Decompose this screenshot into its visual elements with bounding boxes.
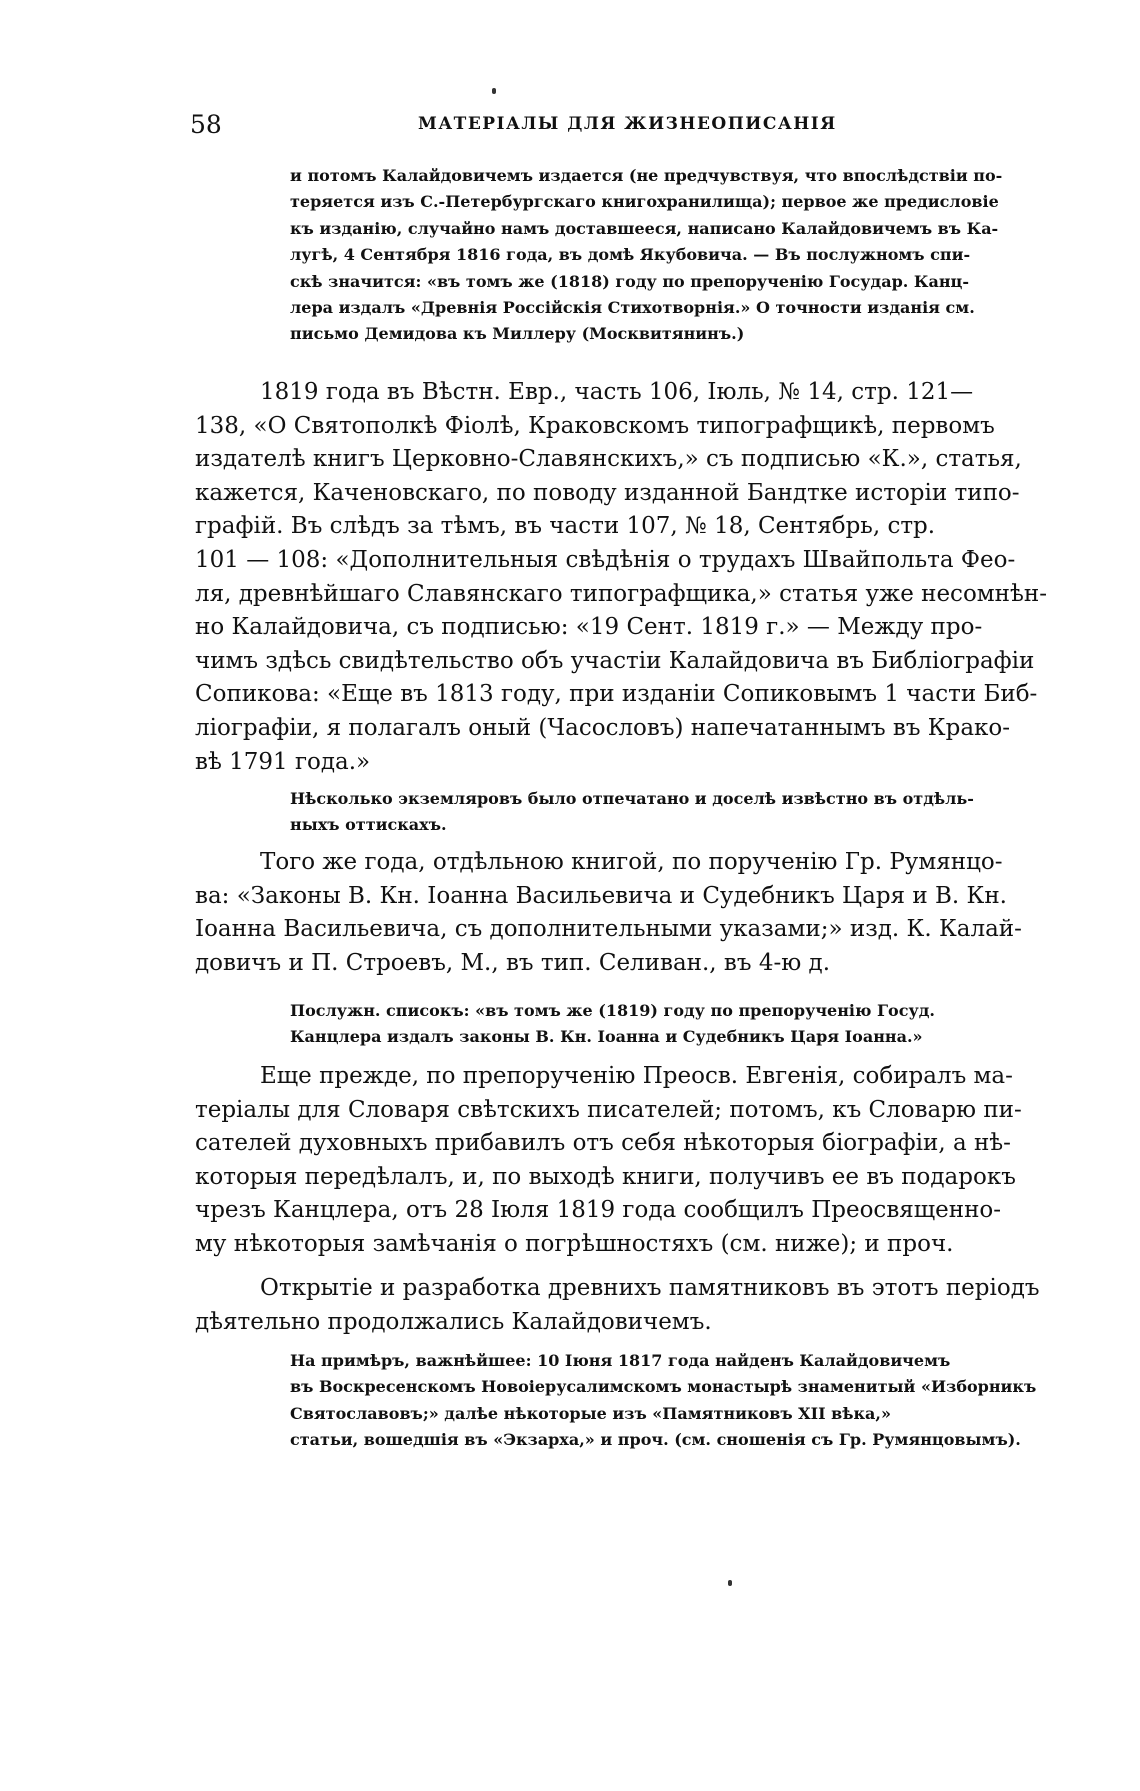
- note-paragraph: [195, 1348, 1051, 1454]
- text-line: къ изданію, случайно намъ доставшееся, написано Калайдовичемъ въ Ка-: [290, 218, 999, 238]
- text-line: графій. Въ слѣдъ за тѣмъ, въ части 107, № 18, Сентябрь, стр.: [195, 513, 936, 540]
- text-line: ля, древнѣйшаго Славянскаго типографщика,» статья уже несомнѣн-: [195, 580, 1047, 607]
- text-line: теріалы для Словаря свѣтскихъ писателей; потомъ, къ Словарю пи-: [195, 1096, 1022, 1123]
- text-line: статьи, вошедшія въ «Экзарха,» и проч. (см. сношенія съ Гр. Румянцовымъ).: [290, 1430, 1021, 1450]
- note-paragraph: [195, 786, 1051, 839]
- text-line: чрезъ Канцлера, отъ 28 Іюля 1819 года сообщилъ Преосвященно-: [195, 1197, 1002, 1224]
- text-line: Сопикова: «Еще въ 1813 году, при изданіи Сопиковымъ 1 части Биб-: [195, 681, 1038, 708]
- text-line: 101 — 108: «Дополнительныя свѣдѣнія о трудахъ Швайпольта Фео-: [195, 546, 1016, 573]
- text-line: кажется, Каченовскаго, по поводу изданной Бандтке исторіи типо-: [195, 479, 1020, 506]
- main-paragraph: [195, 1272, 1051, 1339]
- text-line: На примѣръ, важнѣйшее: 10 Іюня 1817 года найденъ Калайдовичемъ: [290, 1351, 951, 1370]
- text-line: чимъ здѣсь свидѣтельство объ участіи Калайдовича въ Библіографіи: [195, 647, 1035, 674]
- ink-speck: [492, 88, 496, 94]
- text-line: которыя передѣлалъ, и, по выходѣ книги, получивъ ее въ подарокъ: [195, 1163, 1016, 1190]
- text-line: довичъ и П. Строевъ, М., въ тип. Селиван., въ 4-ю д.: [195, 949, 831, 976]
- text-line: лугѣ, 4 Сентября 1816 года, въ домѣ Якубовича. — Въ послужномъ спи-: [290, 245, 971, 265]
- text-line: лера издалъ «Древнія Россійскія Стихотворнія.» О точности изданія см.: [290, 298, 975, 318]
- text-line: ва: «Законы В. Кн. Іоанна Васильевича и Судебникъ Царя и В. Кн.: [195, 882, 1007, 909]
- text-line: Послужн. списокъ: «въ томъ же (1819) году по препорученію Госуд.: [290, 1001, 935, 1020]
- text-line: ліографіи, я полагалъ оный (Часословъ) напечатаннымъ въ Крако-: [195, 714, 1011, 741]
- text-line: 1819 года въ Вѣстн. Евр., часть 106, Іюль, № 14, стр. 121—: [260, 379, 974, 405]
- text-line: му нѣкоторыя замѣчанія о погрѣшностяхъ (см. ниже); и проч.: [195, 1230, 954, 1257]
- text-line: въ Воскресенскомъ Новоіерусалимскомъ монастырѣ знаменитый «Изборникъ: [290, 1377, 1037, 1397]
- text-line: теряется изъ С.-Петербургскаго книгохранилища); первое же предисловіе: [290, 192, 999, 212]
- text-line: Нѣсколько экземляровъ было отпечатано и доселѣ извѣстно въ отдѣль-: [290, 789, 974, 808]
- text-line: вѣ 1791 года.»: [195, 748, 371, 775]
- page-number: 58: [190, 110, 222, 139]
- text-line: 138, «О Святополкѣ Фіолѣ, Краковскомъ типографщикѣ, первомъ: [195, 412, 995, 439]
- note-paragraph: [195, 163, 1051, 348]
- running-head: [190, 110, 1050, 150]
- text-line: Святославовъ;» далѣе нѣкоторые изъ «Памятниковъ XII вѣка,»: [290, 1403, 891, 1423]
- text-line: сателей духовныхъ прибавилъ отъ себя нѣкоторыя біографіи, а нѣ-: [195, 1130, 1011, 1157]
- ink-speck: [728, 1580, 732, 1586]
- text-line: издателѣ книгъ Церковно-Славянскихъ,» съ подписью «К.», статья,: [195, 446, 1022, 473]
- main-paragraph: [195, 376, 1051, 779]
- text-line: и потомъ Калайдовичемъ издается (не предчувствуя, что впослѣдствіи по-: [290, 166, 1003, 185]
- text-line: Еще прежде, по препорученію Преосв. Евгенія, собиралъ ма-: [260, 1063, 1013, 1089]
- text-line: дѣятельно продолжались Калайдовичемъ.: [195, 1308, 712, 1335]
- text-line: Того же года, отдѣльною книгой, по порученію Гр. Румянцо-: [260, 849, 1003, 875]
- main-paragraph: [195, 1060, 1051, 1262]
- running-title: МАТЕРІАЛЫ ДЛЯ ЖИЗНЕОПИСАНІЯ: [418, 114, 837, 134]
- text-line: ныхъ оттискахъ.: [290, 815, 447, 835]
- text-line: Іоанна Васильевича, съ дополнительными указами;» изд. К. Калай-: [195, 916, 1022, 943]
- text-line: скѣ значится: «въ томъ же (1818) году по препорученію Государ. Канц-: [290, 271, 969, 291]
- main-paragraph: [195, 846, 1051, 980]
- text-line: Открытіе и разработка древнихъ памятниковъ въ этотъ періодъ: [260, 1275, 1040, 1301]
- text-line: Канцлера издалъ законы В. Кн. Іоанна и Судебникъ Царя Іоанна.»: [290, 1027, 923, 1047]
- text-line: но Калайдовича, съ подписью: «19 Сент. 1819 г.» — Между про-: [195, 614, 983, 641]
- note-paragraph: [195, 998, 1051, 1051]
- text-line: письмо Демидова къ Миллеру (Москвитянинъ.): [290, 324, 745, 344]
